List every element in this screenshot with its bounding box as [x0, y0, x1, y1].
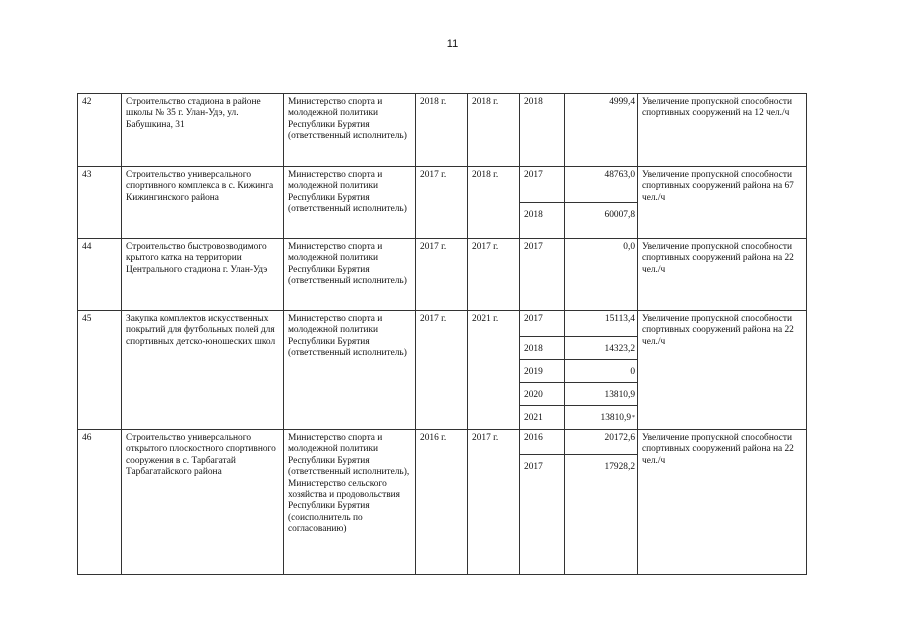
executor-cell: Министерство спорта и молодежной политики Республики Бурятия (ответственный исполнитель): [284, 167, 416, 239]
row-number-cell: 43: [78, 167, 122, 239]
program-measures-table: [77, 93, 807, 575]
footnote-mark: *: [632, 415, 635, 421]
funding-amount-cell: [565, 337, 638, 360]
row-number-cell: 46: [78, 430, 122, 575]
funding-year-cell: 2016: [520, 430, 565, 455]
funding-year-cell: 2020: [520, 383, 565, 406]
funding-year-cell: 2021: [520, 406, 565, 430]
table-row: [78, 311, 807, 337]
funding-year-cell: 2018: [520, 94, 565, 167]
end-year-cell: 2017 г.: [468, 430, 520, 575]
row-number-cell: 45: [78, 311, 122, 430]
end-year-cell: 2018 г.: [468, 167, 520, 239]
funding-amount-cell: [565, 360, 638, 383]
start-year-cell: 2017 г.: [416, 239, 468, 311]
measure-name-cell: Строительство универсального спортивного комплекса в с. Кижинга Кижингинского района: [122, 167, 284, 239]
funding-amount-value: 0: [630, 367, 635, 377]
measure-name-cell: Строительство быстровозводимого крытого катка на территории Центрального стадиона г. Улан-Удэ: [122, 239, 284, 311]
funding-amount-cell: [565, 430, 638, 455]
funding-amount-value: 4999,4: [609, 97, 635, 107]
funding-amount-value: 20172,6: [604, 433, 635, 443]
funding-amount-cell: [565, 94, 638, 167]
funding-amount-value: 0,0: [623, 242, 635, 252]
funding-year-cell: 2018: [520, 203, 565, 239]
funding-amount-cell: [565, 311, 638, 337]
expected-result-cell: Увеличение пропускной способности спортивных сооружений района на 22 чел./ч: [638, 430, 807, 575]
funding-year-cell: 2017: [520, 311, 565, 337]
measure-name-cell: Строительство стадиона в районе школы № 35 г. Улан-Удэ, ул. Бабушкина, 31: [122, 94, 284, 167]
row-number-cell: 42: [78, 94, 122, 167]
funding-year-cell: 2017: [520, 239, 565, 311]
start-year-cell: 2017 г.: [416, 311, 468, 430]
funding-amount-cell: [565, 406, 638, 430]
end-year-cell: 2018 г.: [468, 94, 520, 167]
page-number: 11: [446, 38, 459, 50]
expected-result-cell: Увеличение пропускной способности спортивных сооружений района на 22 чел./ч: [638, 239, 807, 311]
expected-result-cell: Увеличение пропускной способности спортивных сооружений на 12 чел./ч: [638, 94, 807, 167]
funding-year-cell: 2019: [520, 360, 565, 383]
funding-amount-value: 14323,2: [604, 344, 635, 354]
expected-result-cell: Увеличение пропускной способности спортивных сооружений района на 22 чел./ч: [638, 311, 807, 430]
start-year-cell: 2016 г.: [416, 430, 468, 575]
executor-cell: Министерство спорта и молодежной политики Республики Бурятия (ответственный исполнитель): [284, 239, 416, 311]
funding-amount-cell: [565, 203, 638, 239]
funding-amount-cell: [565, 239, 638, 311]
executor-cell: Министерство спорта и молодежной политики Республики Бурятия (ответственный исполнитель): [284, 94, 416, 167]
funding-year-cell: 2018: [520, 337, 565, 360]
table-row: [78, 94, 807, 167]
funding-amount-value: 60007,8: [604, 210, 635, 220]
funding-amount-cell: [565, 383, 638, 406]
end-year-cell: 2017 г.: [468, 239, 520, 311]
funding-amount-value: 13810,9: [600, 413, 631, 423]
funding-amount-value: 15113,4: [604, 314, 635, 324]
end-year-cell: 2021 г.: [468, 311, 520, 430]
funding-year-cell: 2017: [520, 167, 565, 203]
executor-cell: Министерство спорта и молодежной политики Республики Бурятия (ответственный исполнитель), Министерство сельского хозяйства и продовольствия Республики Бурятия (соисполнитель по согласованию): [284, 430, 416, 575]
start-year-cell: 2018 г.: [416, 94, 468, 167]
row-number-cell: 44: [78, 239, 122, 311]
start-year-cell: 2017 г.: [416, 167, 468, 239]
funding-year-cell: 2017: [520, 455, 565, 575]
table-row: [78, 430, 807, 455]
executor-cell: Министерство спорта и молодежной политики Республики Бурятия (ответственный исполнитель): [284, 311, 416, 430]
funding-amount-value: 48763,0: [604, 170, 635, 180]
funding-amount-value: 13810,9: [604, 390, 635, 400]
measure-name-cell: Закупка комплектов искусственных покрытий для футбольных полей для спортивных детско-юношеских школ: [122, 311, 284, 430]
expected-result-cell: Увеличение пропускной способности спортивных сооружений района на 67 чел./ч: [638, 167, 807, 239]
measure-name-cell: Строительство универсального открытого плоскостного спортивного сооружения в с. Тарбагатай Тарбагатайского района: [122, 430, 284, 575]
funding-amount-value: 17928,2: [604, 462, 635, 472]
table-row: [78, 239, 807, 311]
funding-amount-cell: [565, 455, 638, 575]
funding-amount-cell: [565, 167, 638, 203]
table-row: [78, 167, 807, 203]
